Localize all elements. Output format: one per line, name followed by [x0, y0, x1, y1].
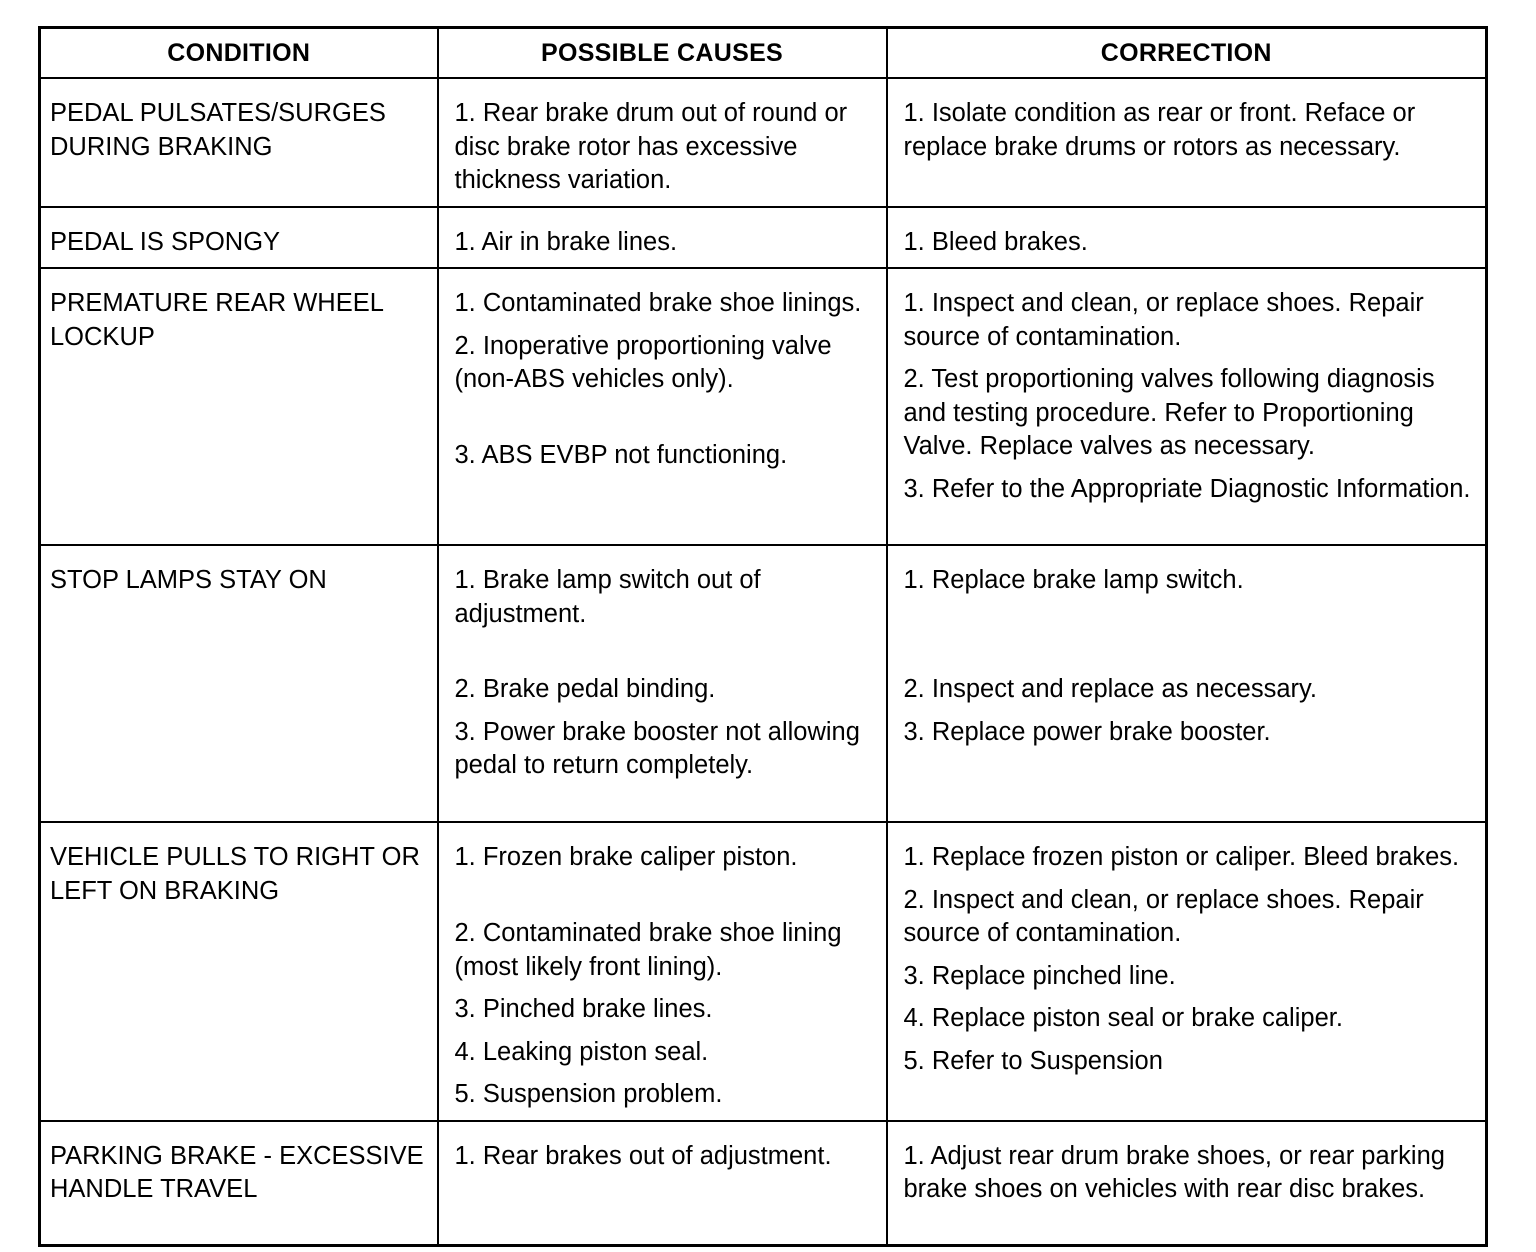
causes-cell — [438, 207, 887, 269]
correction-item: 2. Inspect and clean, or replace shoes. Repair source of contamination. — [903, 885, 1424, 947]
causes-cell — [438, 545, 887, 822]
cause-item: 3. ABS EVBP not functioning. — [454, 440, 788, 469]
cause-item: 1. Frozen brake caliper piston. — [454, 843, 798, 871]
column-header-condition: CONDITION — [40, 28, 438, 79]
causes-cell — [438, 822, 887, 1121]
table-row — [40, 545, 1487, 822]
cause-item: 1. Contaminated brake shoe linings. — [454, 289, 862, 317]
correction-item: 5. Refer to Suspension — [903, 1046, 1163, 1075]
cause-item: 1. Rear brake drum out of round or disc brake rotor has excessive thickness variation. — [454, 99, 848, 194]
diagnosis-table — [38, 26, 1488, 1247]
condition-cell: PREMATURE REAR WHEEL LOCKUP — [40, 268, 438, 545]
correction-cell — [887, 78, 1487, 207]
cause-item: 5. Suspension problem. — [454, 1080, 723, 1108]
cause-item: 2. Contaminated brake shoe lining (most likely front lining). — [454, 919, 842, 981]
correction-cell — [887, 207, 1487, 269]
cause-item: 3. Pinched brake lines. — [454, 995, 713, 1023]
cause-item: 1. Air in brake lines. — [454, 227, 678, 256]
condition-cell: VEHICLE PULLS TO RIGHT OR LEFT ON BRAKING — [40, 822, 438, 1121]
condition-cell: PEDAL PULSATES/SURGES DURING BRAKING — [40, 78, 438, 207]
correction-item: 1. Bleed brakes. — [903, 227, 1088, 256]
table-row — [40, 207, 1487, 269]
correction-item: 3. Refer to the Appropriate Diagnostic Information. — [903, 474, 1471, 503]
correction-item: 1. Inspect and clean, or replace shoes. Repair source of contamination. — [903, 289, 1424, 351]
causes-cell — [438, 1121, 887, 1246]
causes-cell — [438, 268, 887, 545]
cause-item: 4. Leaking piston seal. — [454, 1037, 709, 1066]
causes-cell — [438, 78, 887, 207]
cause-item: 2. Inoperative proportioning valve (non-ABS vehicles only). — [454, 331, 832, 393]
condition-cell: PARKING BRAKE - EXCESSIVE HANDLE TRAVEL — [40, 1121, 438, 1246]
correction-item: 1. Replace frozen piston or caliper. Bleed brakes. — [903, 843, 1460, 871]
condition-cell: PEDAL IS SPONGY — [40, 207, 438, 269]
correction-item: 1. Replace brake lamp switch. — [903, 566, 1244, 594]
correction-item: 3. Replace power brake booster. — [903, 717, 1271, 746]
correction-item: 2. Test proportioning valves following diagnosis and testing procedure. Refer to Proportioning Valve. Replace valves as necessary. — [903, 365, 1435, 460]
cause-item: 1. Rear brakes out of adjustment. — [454, 1141, 832, 1170]
header-row — [40, 28, 1487, 79]
correction-item: 1. Isolate condition as rear or front. Reface or replace brake drums or rotors as necessary. — [903, 99, 1416, 161]
correction-item: 3. Replace pinched line. — [903, 961, 1176, 990]
table-row — [40, 268, 1487, 545]
correction-item: 4. Replace piston seal or brake caliper. — [903, 1004, 1343, 1032]
condition-cell: STOP LAMPS STAY ON — [40, 545, 438, 822]
cause-item: 3. Power brake booster not allowing pedal to return completely. — [454, 717, 860, 779]
table-row — [40, 822, 1487, 1121]
correction-cell — [887, 1121, 1487, 1246]
table-row — [40, 78, 1487, 207]
cause-item: 2. Brake pedal binding. — [454, 675, 716, 703]
column-header-causes: POSSIBLE CAUSES — [438, 28, 887, 79]
correction-item: 2. Inspect and replace as necessary. — [903, 675, 1317, 703]
correction-item: 1. Adjust rear drum brake shoes, or rear parking brake shoes on vehicles with rear disc brakes. — [903, 1141, 1445, 1203]
correction-cell — [887, 268, 1487, 545]
table-row — [40, 1121, 1487, 1246]
column-header-correction: CORRECTION — [887, 28, 1487, 79]
cause-item: 1. Brake lamp switch out of adjustment. — [454, 566, 761, 628]
correction-cell — [887, 822, 1487, 1121]
correction-cell — [887, 545, 1487, 822]
